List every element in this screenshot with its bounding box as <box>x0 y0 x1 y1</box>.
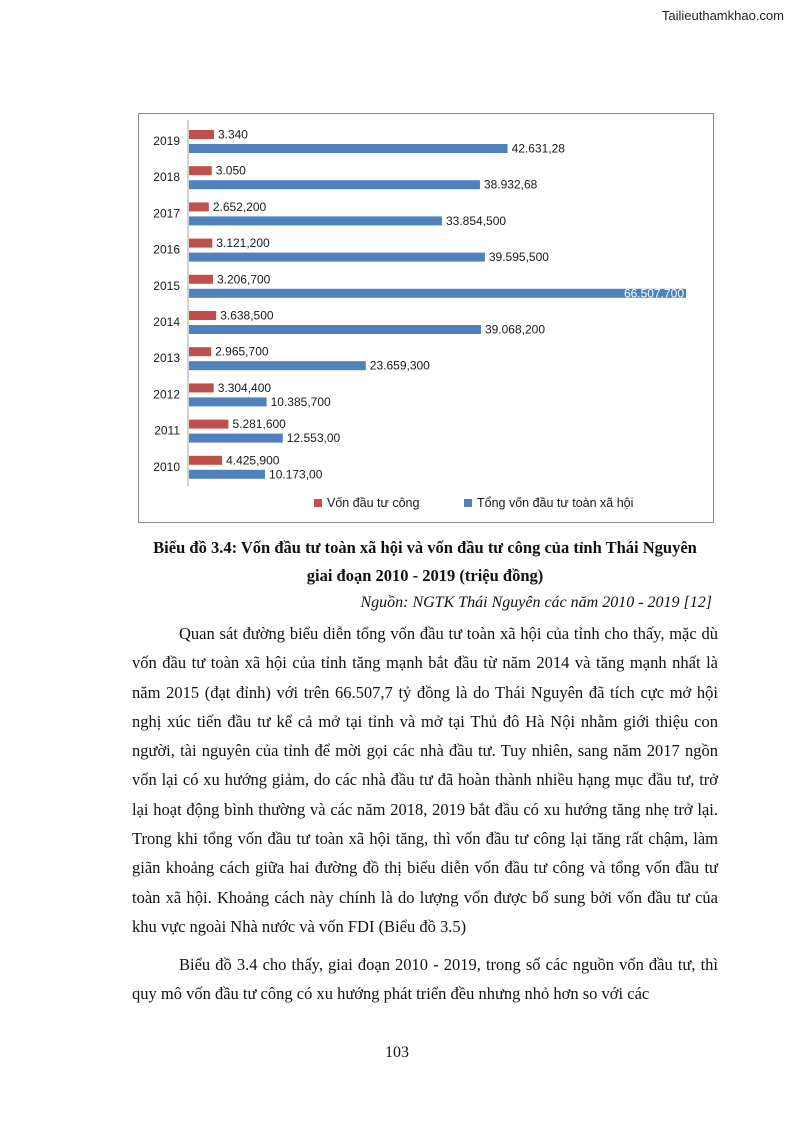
total-investment-bar <box>189 361 366 370</box>
public-investment-bar <box>189 202 209 211</box>
source-note: Nguồn: NGTK Thái Nguyên các năm 2010 - 2019 [12] <box>360 594 712 611</box>
y-tick-label: 2019 <box>153 134 180 148</box>
total-investment-data-label: 10.385,700 <box>270 394 331 409</box>
public-investment-bar <box>189 275 213 284</box>
chart-caption-line1: Biểu đồ 3.4: Vốn đầu tư toàn xã hội và vốn đầu tư công của tỉnh Thái Nguyên <box>153 538 697 557</box>
y-tick-label: 2017 <box>153 206 180 221</box>
total-investment-bar <box>189 434 283 443</box>
chart-caption-line2: giai đoạn 2010 - 2019 (triệu đồng) <box>306 566 544 585</box>
total-investment-bar <box>189 289 686 298</box>
legend-label-public: Vốn đầu tư công <box>327 496 420 510</box>
total-investment-bar <box>189 180 480 189</box>
legend-swatch-total <box>464 499 472 507</box>
public-investment-data-label: 4.425,900 <box>226 453 280 468</box>
y-tick-label: 2018 <box>153 170 180 185</box>
public-investment-bar <box>189 420 228 429</box>
public-investment-bar <box>189 239 212 248</box>
y-tick-label: 2013 <box>153 351 180 366</box>
y-tick-label: 2010 <box>153 459 180 474</box>
total-investment-data-label: 10.173,00 <box>269 467 323 482</box>
public-investment-bar <box>189 130 214 139</box>
bar-chart <box>139 114 713 522</box>
public-investment-bar <box>189 347 211 356</box>
body-paragraph-1: Quan sát đường biểu diễn tổng vốn đầu tư toàn xã hội của tỉnh cho thấy, mặc dù vốn đầu tư toàn xã hội của tỉnh tăng mạnh bắt đầu từ năm 2014 và tăng mạnh nhất là năm 2015 (đạt đỉnh) với trên 66.507,7 tỷ đồng là do Thái Nguyên đã tích cực mở hội nghị xúc tiến đầu tư kể cả mở tại tỉnh và mở tại Thủ đô Hà Nội nhằm giới thiệu con người, tài nguyên của tỉnh để mời gọi các nhà đầu tư. Tuy nhiên, sang năm 2017 ngồn vốn lại có xu hướng giảm, do các nhà đầu tư đã hoàn thành nhiều hạng mục đầu tư, trở lại hoạt động bình thường và các năm 2018, 2019 bắt đầu có xu hướng tăng nhẹ trở lại. Trong khi tổng vốn đầu tư toàn xã hội tăng, thì vốn đầu tư công lại tăng rất chậm, làm giãn khoảng cách giữa hai đường đồ thị biểu diễn vốn đầu tư công và tổng vốn đầu tư toàn xã hội. Khoảng cách này chính là do lượng vốn được bổ sung bởi vốn đầu tư của khu vực ngoài Nhà nước và vốn FDI (Biểu đồ 3.5) <box>132 624 718 936</box>
public-investment-data-label: 2.652,200 <box>212 199 267 214</box>
y-tick-label: 2011 <box>154 423 180 438</box>
chart-container <box>138 113 714 523</box>
public-investment-data-label: 3.121,200 <box>216 236 270 251</box>
body-paragraph-2: Biểu đồ 3.4 cho thấy, giai đoạn 2010 - 2019, trong số các nguồn vốn đầu tư, thì quy mô vốn đầu tư công có xu hướng phát triển đều nhưng nhỏ hơn so với các <box>132 955 718 1004</box>
total-investment-data-label: 39.595,500 <box>488 250 549 265</box>
y-tick-label: 2012 <box>153 387 180 402</box>
public-investment-data-label: 3.304,400 <box>217 380 272 395</box>
watermark: Tailieuthamkhao.com <box>661 8 784 23</box>
public-investment-data-label: 3.340 <box>217 127 248 142</box>
public-investment-data-label: 3.638,500 <box>220 308 274 323</box>
total-investment-data-label: 12.553,00 <box>286 431 341 446</box>
y-tick-label: 2015 <box>153 278 180 293</box>
public-investment-bar <box>189 311 216 320</box>
total-investment-data-label: 33.854,500 <box>445 213 507 228</box>
public-investment-bar <box>189 456 222 465</box>
legend-label-total: Tổng vốn đầu tư toàn xã hội <box>477 496 634 510</box>
page-number: 103 <box>385 1044 409 1061</box>
total-investment-data-label: 23.659,300 <box>369 358 430 373</box>
public-investment-bar <box>189 166 212 175</box>
total-investment-data-label: 42.631,28 <box>511 141 565 156</box>
public-investment-data-label: 2.965,700 <box>215 344 269 359</box>
public-investment-data-label: 3.206,700 <box>216 272 271 287</box>
total-investment-bar <box>189 216 442 225</box>
total-investment-bar <box>189 470 265 479</box>
total-investment-data-label: 38.932,68 <box>483 177 538 192</box>
total-investment-bar <box>189 325 481 334</box>
public-investment-bar <box>189 383 214 392</box>
y-tick-label: 2014 <box>153 315 180 329</box>
public-investment-data-label: 5.281,600 <box>232 417 286 432</box>
total-investment-bar <box>189 144 508 153</box>
public-investment-data-label: 3.050 <box>215 163 246 178</box>
total-investment-data-label: 66.507,700 <box>623 286 684 301</box>
legend-swatch-public <box>314 499 322 507</box>
total-investment-data-label: 39.068,200 <box>484 322 546 337</box>
total-investment-bar <box>189 397 267 406</box>
total-investment-bar <box>189 253 485 262</box>
y-tick-label: 2016 <box>153 242 180 257</box>
